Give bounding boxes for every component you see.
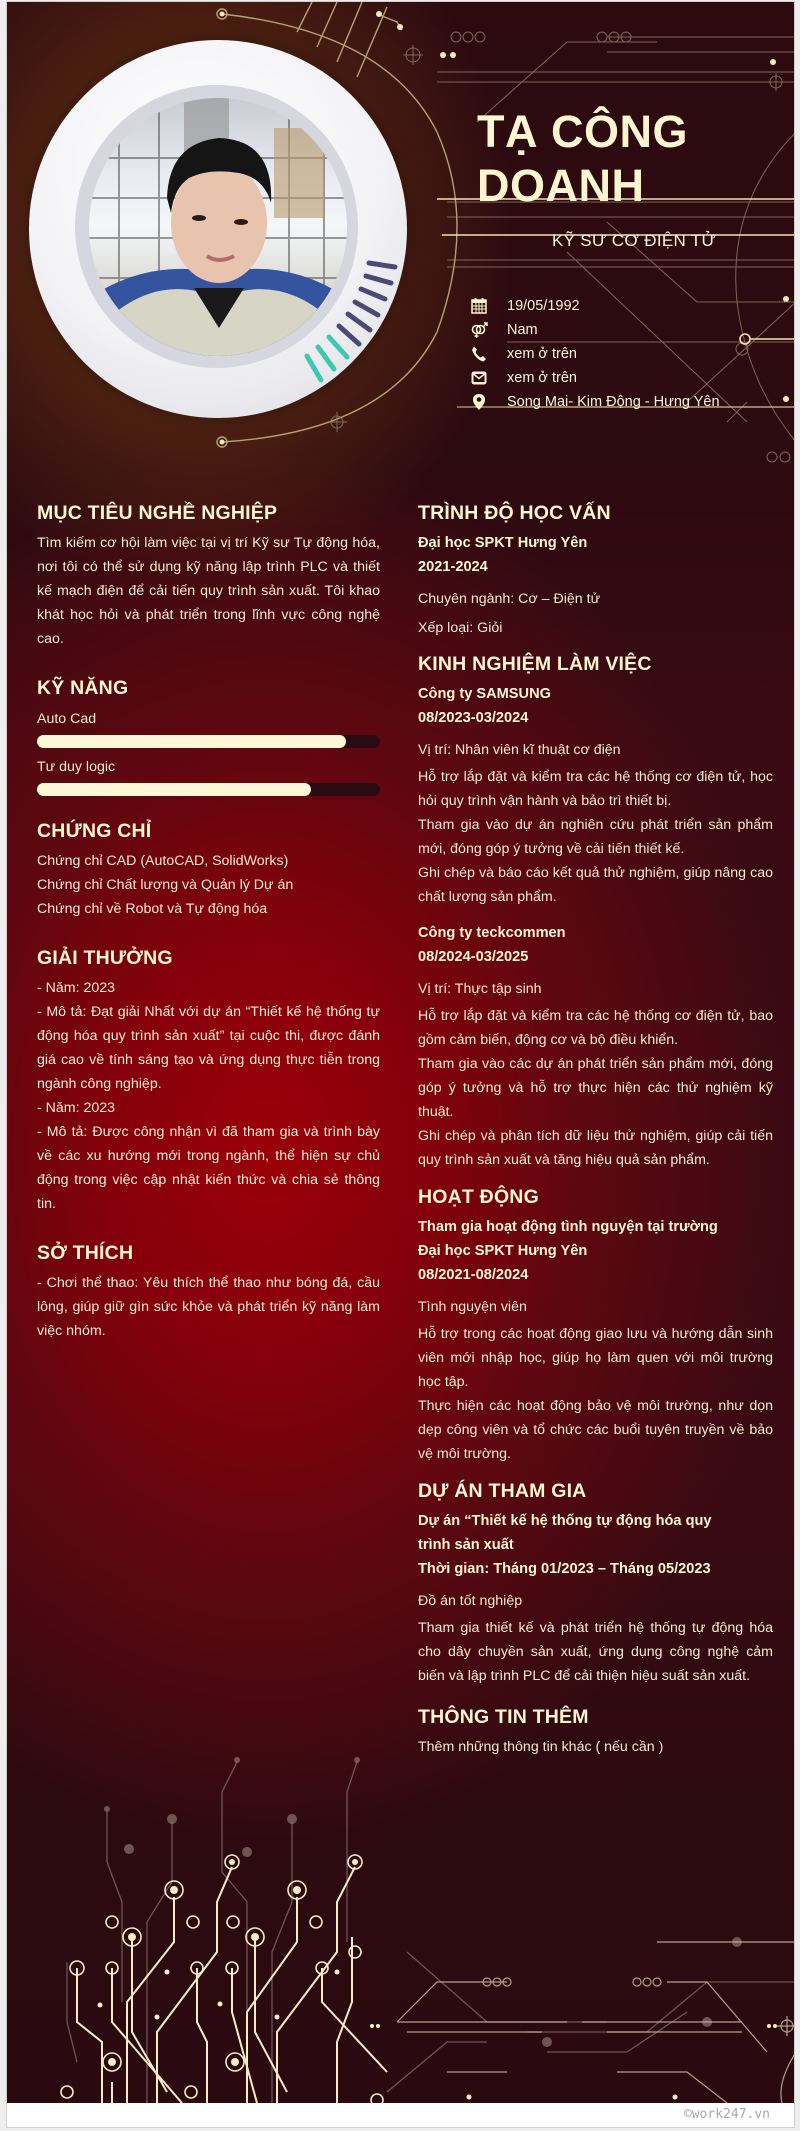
contact-list: [469, 294, 720, 414]
job-detail: Ghi chép và phân tích dữ liệu thử nghiệm, giúp cải tiến quy trình sản xuất và tăng hiệu quả sản phẩm.: [418, 1128, 773, 1168]
section-career-objective: [37, 502, 380, 651]
job-entry: [418, 921, 773, 1172]
section-activities: [418, 1186, 773, 1466]
candidate-name: [477, 105, 777, 213]
gender-value: Nam: [507, 322, 538, 338]
activity-organization: Đại học SPKT Hưng Yên: [418, 1243, 588, 1259]
skill-bar-track: [37, 783, 380, 796]
section-title: CHỨNG CHỈ: [37, 820, 152, 842]
project-name: Dự án “Thiết kế hệ thống tự động hóa quy: [418, 1513, 712, 1529]
skill-label: Auto Cad: [37, 711, 97, 727]
certificate-item: Chứng chỉ Chất lượng và Quản lý Dự án: [37, 877, 294, 893]
avatar-photo: [89, 98, 347, 356]
objective-text: Tìm kiếm cơ hội làm việc tại vị trí Kỹ sư Tự động hóa, nơi tôi có thể sử dụng kỹ năng lập trình PLC và thiết kế mạch điện để cải tiến quy trình sản xuất. Tôi khao khát học hỏi và phát triển trong lĩnh vực công nghệ cao.: [37, 535, 380, 647]
job-detail: Hỗ trợ lắp đặt và kiểm tra các hệ thống cơ điện tử, bao gồm cảm biến, động cơ và bộ điều khiển.: [418, 1008, 773, 1048]
cv-page: [6, 1, 795, 2128]
job-detail: Tham gia vào các dự án phát triển sản phẩm mới, đóng góp ý tưởng và hỗ trợ thực hiện các thử nghiệm kỹ thuật.: [418, 1056, 773, 1120]
award-description: - Mô tả: Được công nhận vì đã tham gia và trình bày về các xu hướng mới trong ngành, thể hiện sự chủ động trong việc cập nhật kiến thức và chia sẻ thông tin.: [37, 1124, 380, 1212]
section-skills: [37, 677, 380, 796]
phone-icon: [469, 344, 489, 364]
skill-bar-track: [37, 735, 380, 748]
phone-value: xem ở trên: [507, 346, 577, 362]
job-title: KỸ SƯ CƠ ĐIỆN TỬ: [552, 231, 717, 250]
skill-bar-fill: [37, 735, 346, 748]
job-position: Vị trí: Nhân viên kĩ thuật cơ điện: [418, 742, 621, 758]
award-description: - Mô tả: Đạt giải Nhất với dự án “Thiết kế hệ thống tự động hóa quy trình sản xuất” tại cuộc thi, được đánh giá cao về tính sáng tạo và ứng dụng thực tiễn trong ngành công nghiệp.: [37, 1004, 380, 1092]
project-description: Tham gia thiết kế và phát triển hệ thống tự động hóa cho dây chuyền sản xuất, ứng dụng công nghệ cảm biến và lập trình PLC để cải thiện hiệu suất sản xuất.: [418, 1620, 773, 1684]
skill-label: Tư duy logic: [37, 759, 116, 775]
contact-gender: [469, 318, 720, 342]
job-detail: Hỗ trợ lắp đặt và kiểm tra các hệ thống cơ điện tử, học hỏi quy trình vận hành và bảo trì thiết bị.: [418, 769, 773, 809]
person-portrait-icon: [89, 98, 347, 356]
award-year: - Năm: 2023: [37, 980, 116, 996]
job-entry: [418, 682, 773, 909]
section-work-experience: [418, 653, 773, 1172]
name-line-1: TẠ CÔNG: [477, 106, 688, 157]
left-column: [37, 502, 380, 1343]
skill-item: [37, 708, 380, 748]
education-major: Chuyên ngành: Cơ – Điện tử: [418, 591, 601, 607]
company-name: Công ty SAMSUNG: [418, 686, 551, 702]
skill-bar-fill: [37, 783, 311, 796]
cv-sheet: [7, 2, 795, 2103]
job-detail: Tham gia vào dự án nghiên cứu phát triển sản phẩm mới, đóng góp ý tưởng về cải tiến thiết kế.: [418, 817, 773, 857]
contact-phone: [469, 342, 720, 366]
certificate-item: Chứng chỉ CAD (AutoCAD, SolidWorks): [37, 853, 289, 869]
project-name-cont: trình sản xuất: [418, 1537, 514, 1553]
watermark: ©work247.vn: [683, 2107, 770, 2122]
birthdate-value: 19/05/1992: [507, 298, 580, 314]
activity-role: Tình nguyện viên: [418, 1299, 527, 1315]
job-period: 08/2023-03/2024: [418, 710, 529, 726]
additional-info-text: Thêm những thông tin khác ( nếu cần ): [418, 1739, 664, 1755]
skill-item: [37, 756, 380, 796]
section-certificates: [37, 820, 380, 921]
company-name: Công ty teckcommen: [418, 925, 566, 941]
section-title: HOẠT ĐỘNG: [418, 1186, 539, 1208]
job-position: Vị trí: Thực tập sinh: [418, 981, 542, 997]
section-title: TRÌNH ĐỘ HỌC VẤN: [418, 502, 611, 524]
right-column: [418, 502, 773, 1759]
email-icon: [469, 368, 489, 388]
section-title: KỸ NĂNG: [37, 677, 129, 699]
section-awards: [37, 947, 380, 1216]
email-value: xem ở trên: [507, 370, 577, 386]
activity-period: 08/2021-08/2024: [418, 1267, 529, 1283]
project-role: Đồ án tốt nghiệp: [418, 1593, 523, 1609]
section-title: DỰ ÁN THAM GIA: [418, 1480, 587, 1502]
location-icon: [469, 392, 489, 412]
address-value: Song Mai- Kim Động - Hưng Yên: [507, 394, 720, 410]
name-line-2: DOANH: [477, 160, 645, 211]
contact-email: [469, 366, 720, 390]
contact-address: [469, 390, 720, 414]
section-education: [418, 502, 773, 643]
section-title: GIẢI THƯỞNG: [37, 947, 173, 969]
activity-detail: Hỗ trợ trong các hoạt động giao lưu và hướng dẫn sinh viên mới nhập học, giúp họ làm quen với môi trường học tập.: [418, 1326, 773, 1390]
project-period: Thời gian: Tháng 01/2023 – Tháng 05/2023: [418, 1561, 711, 1577]
section-projects: [418, 1480, 773, 1688]
section-additional-info: [418, 1706, 773, 1759]
award-year: - Năm: 2023: [37, 1100, 116, 1116]
page-footer: [7, 2103, 795, 2128]
section-title: SỞ THÍCH: [37, 1242, 134, 1264]
activity-name: Tham gia hoạt động tình nguyện tại trường: [418, 1219, 718, 1235]
school-name: Đại học SPKT Hưng Yên: [418, 535, 588, 551]
section-hobbies: [37, 1242, 380, 1343]
section-title: THÔNG TIN THÊM: [418, 1706, 589, 1728]
hobbies-text: - Chơi thể thao: Yêu thích thể thao như bóng đá, cầu lông, giúp giữ gìn sức khỏe và phát triển kỹ năng làm việc nhóm.: [37, 1275, 380, 1339]
section-title: MỤC TIÊU NGHỀ NGHIỆP: [37, 502, 278, 524]
job-detail: Ghi chép và báo cáo kết quả thử nghiệm, giúp nâng cao chất lượng sản phẩm.: [418, 865, 773, 905]
section-title: KINH NGHIỆM LÀM VIỆC: [418, 653, 652, 675]
education-period: 2021-2024: [418, 559, 488, 575]
avatar-frame: [29, 40, 407, 418]
gender-icon: [469, 320, 489, 340]
calendar-icon: [469, 296, 489, 316]
contact-birthdate: [469, 294, 720, 318]
activity-detail: Thực hiện các hoạt động bảo vệ môi trường, như dọn dẹp công viên và tổ chức các buổi tuyên truyền về bảo vệ môi trường.: [418, 1398, 773, 1462]
education-rank: Xếp loại: Giỏi: [418, 620, 503, 636]
job-period: 08/2024-03/2025: [418, 949, 529, 965]
certificate-item: Chứng chỉ về Robot và Tự động hóa: [37, 901, 268, 917]
